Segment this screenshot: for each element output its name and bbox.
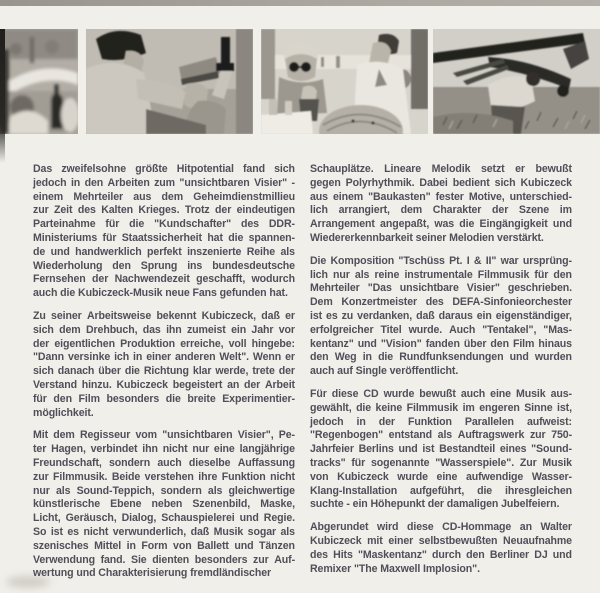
photo-blurred-cafe-bottle bbox=[0, 29, 78, 134]
paragraph-tschuess: Die Komposition "Tschüss Pt. I & II" war ursprüng- lich nur als reine instrumentale Filmmusik für den Mehrteiler "Das unsichtbare Visier" geschrieben. Dem Konzertmeister des DEFA-Sinfonieorchester ist es zu verdanken, daß daraus ein eigenständiger, erfolgreicher Titel wurde. Auch "Tentakel", "Mas- kentanz" und "Vision" fanden über den Film hinaus den Weg in die Rundfunksendungen und wurden auch auf Single veröffentlicht. bbox=[310, 254, 572, 378]
scan-top-edge-band bbox=[0, 0, 600, 6]
paragraph-maskentanz-remix: Abgerundet wird diese CD-Hommage an Walter Kubiczeck mit einer selbstbewußten Neuaufnahme des Hits "Maskentanz" durch den Berliner DJ und Remixer "The Maxwell Implosion". bbox=[310, 521, 572, 575]
left-column bbox=[33, 163, 295, 590]
photo-woman-turban-man-white-suit bbox=[261, 29, 428, 134]
liner-notes-text bbox=[33, 163, 572, 590]
photo-airplane-field bbox=[433, 29, 600, 134]
photo-grapple-pistol-image bbox=[86, 29, 253, 134]
paragraph-melodik: Schauplätze. Lineare Melodik setzt er bewußt gegen Polyrhythmik. Dabei bedient sich Kubiczeck aus einem "Baukasten" fester Motive, unterschied- lich arrangiert, dem Charakter der Szene im Arrangement angepaßt, was die Eingängigkeit und Wiedererkennbarkeit seiner Melodien verstärkt. bbox=[310, 163, 572, 244]
photo-woman-man-cafe-image bbox=[261, 29, 428, 134]
photo-airplane-field-image bbox=[433, 29, 600, 134]
paragraph-regenbogen: Für diese CD wurde bewußt auch eine Musik aus- gewählt, die keine Filmmusik im engeren Sinne ist, jedoch in der Funktion Parallelen aufweist: "Regenbogen" entstand als Auftragswerk zur 750- Jahrfeier Berlins und ist Bestandteil eines "Sound- tracks" für sogenannte "Wasserspiele". Zur Musik von Kubiczeck wurde eine aufwendige Wasser- Klang-Installation aufgeführt, die ihresgleichen suchte - ein Höhepunkt der damaligen Jubelfeiern. bbox=[310, 387, 572, 511]
right-column bbox=[310, 163, 572, 590]
photo-blurred-cafe-bottle-image bbox=[0, 29, 78, 134]
photo-grapple-pistol bbox=[86, 29, 253, 134]
paragraph-regisseur: Mit dem Regisseur vom "unsichtbaren Visier", Pe- ter Hagen, verbindet ihn nicht nur eine langjährige Freundschaft, sondern auch dieselbe Auffassung zur Filmmusik. Beide verstehen ihre Funktion nicht nur als Sound-Teppich, sondern als gleichwertige künstlerische Ebene neben Szenenbild, Maske, Licht, Geräusch, Dialog, Schauspielerei und Regie. So ist es nicht verwunderlich, daß Musik sogar als szenisches Mittel in Form von Ballett und Tänzen Verwendung fand. Sie dienten besonders zur Auf- wertung und Charakterisierung fremdländischer bbox=[33, 429, 295, 580]
paragraph-arbeitsweise: Zu seiner Arbeitsweise bekennt Kubiczeck, daß er sich dem Drehbuch, das ihn zumeist ein Jahr vor der eigentlichen Produktion erreiche, voll hingebe: "Dann versinke ich in einer anderen Welt". Wenn er sich danach über die Richtung klar werde, trete der Verstand hinzu. Kubiczeck begeistert an der Arbeit für den Film besonders die breite Experimentier- möglichkeit. bbox=[33, 309, 295, 419]
paragraph-hitpotential: Das zweifelsohne größte Hitpotential fand sich jedoch in den Arbeiten zum "unsichtbaren Visier" - einem Mehrteiler aus dem Geheimdienstmillieu zur Zeit des Kalten Krieges. Trotz der eindeutigen Parteinahme für die "Kundschafter" des DDR- Ministeriums für Staatssicherheit hat die spannen- de und handwerklich perfekt inszenierte Reihe als Wiederholung den Sprung ins bundesdeutsche Fernsehen der Nachwendezeit geschafft, wodurch auch die Kubiczeck-Musik neue Fans gefunden hat. bbox=[33, 163, 295, 300]
scan-left-edge-sliver bbox=[0, 29, 5, 163]
